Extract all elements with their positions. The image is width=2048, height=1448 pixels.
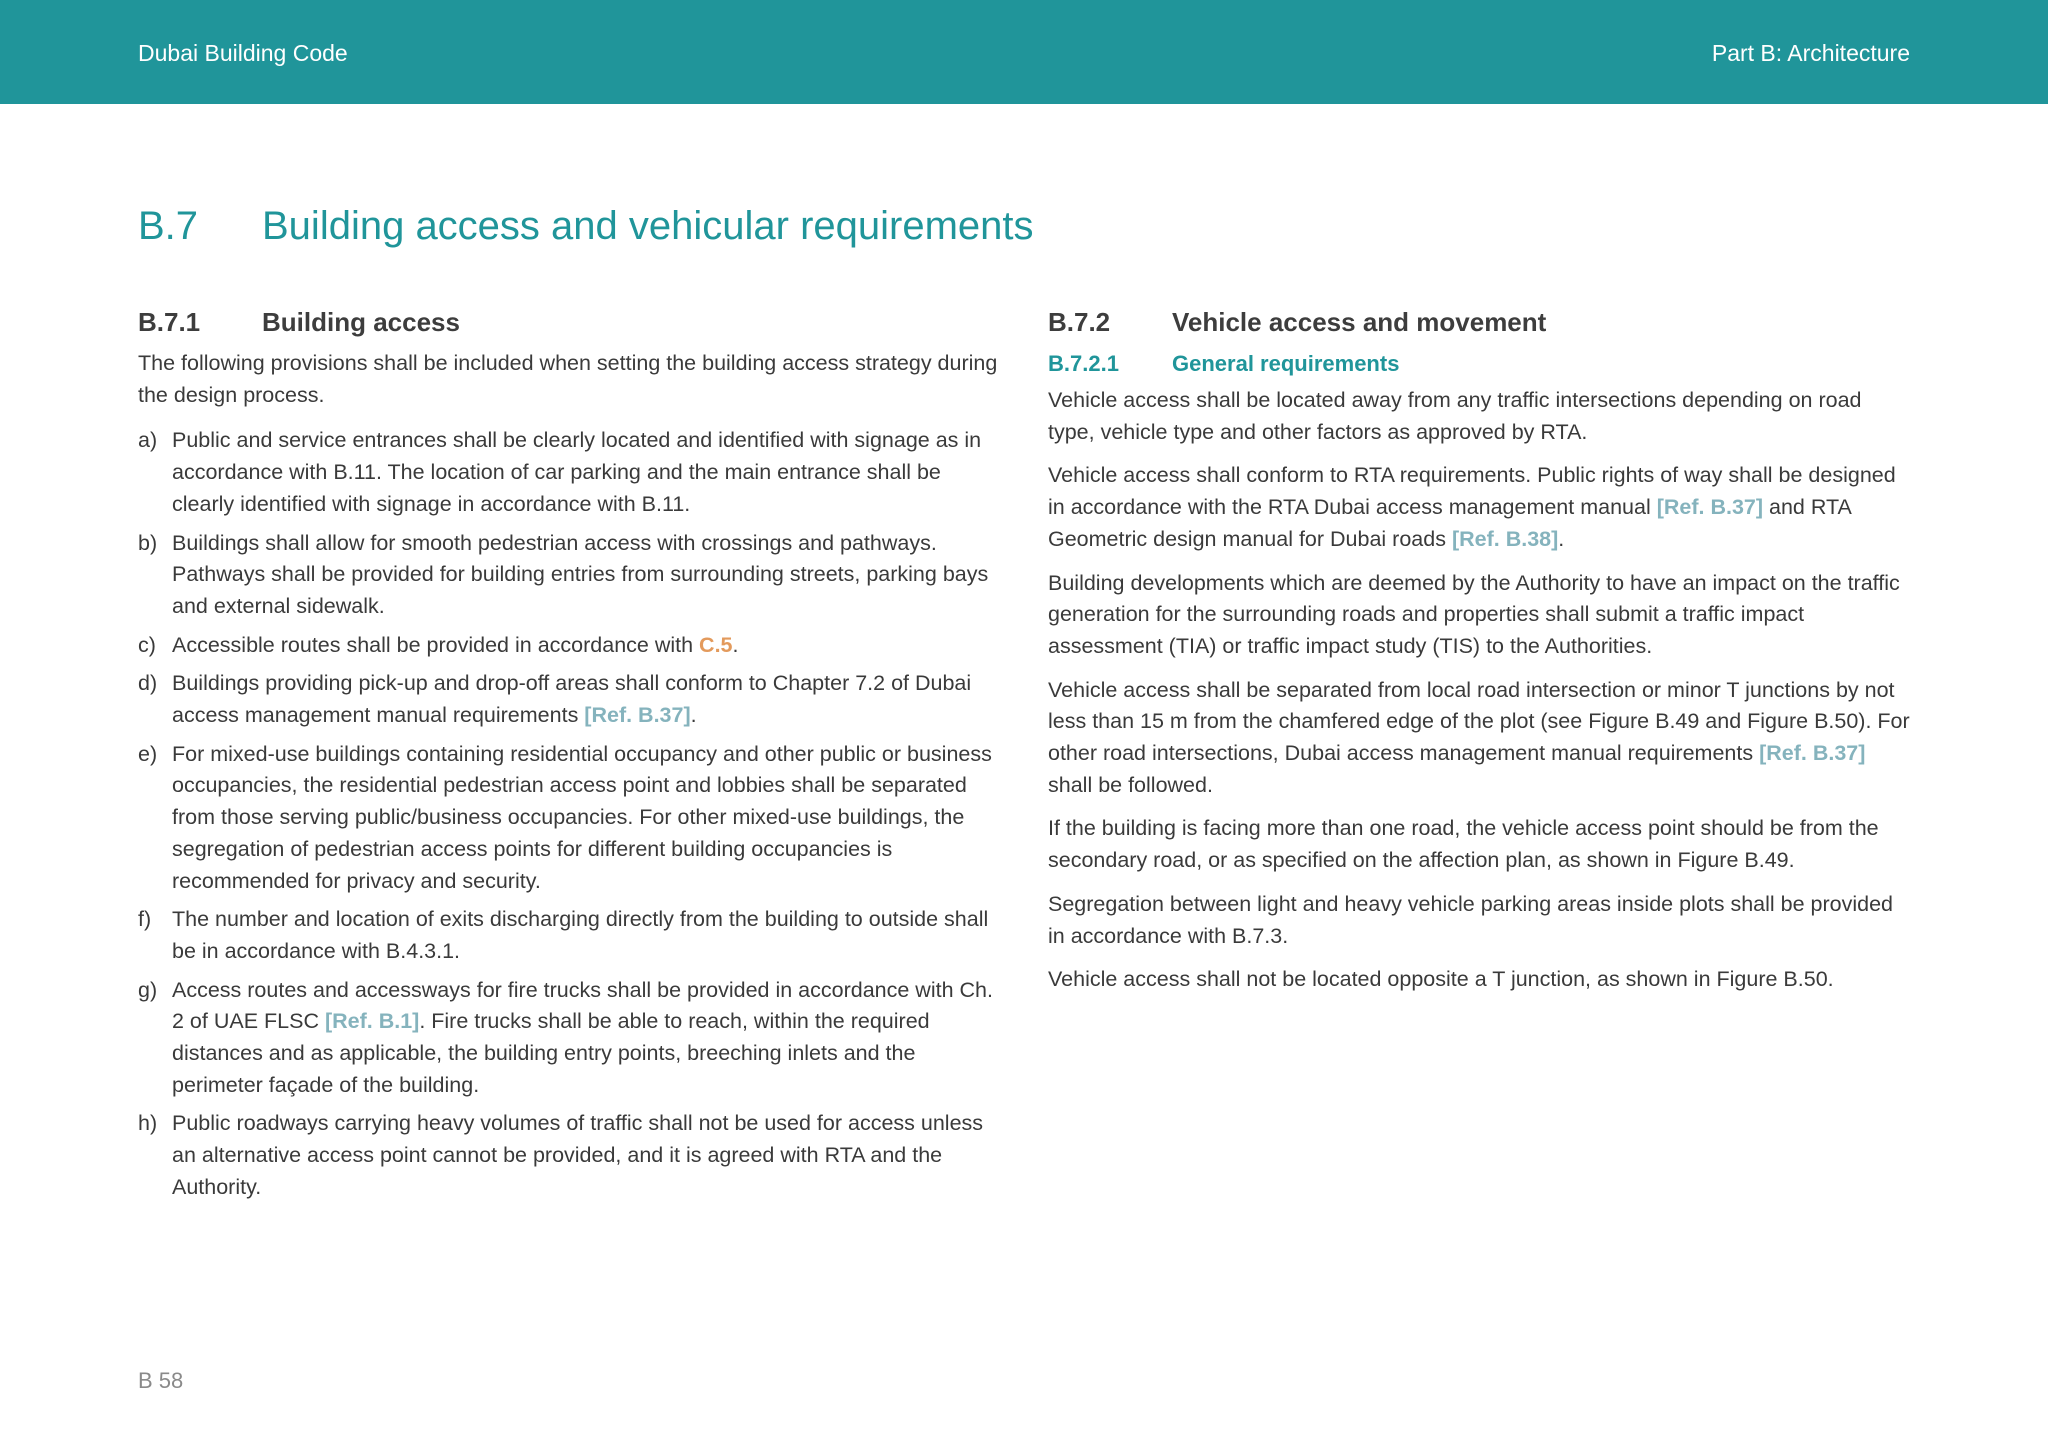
subsection-number: B.7.1	[138, 307, 201, 337]
part-title: Part B: Architecture	[1711, 40, 1910, 66]
subsubsection-heading-general	[1048, 348, 1910, 380]
paragraph-text-end: shall be followed.	[1048, 772, 1213, 797]
reference-link[interactable]: [Ref. B.1]	[324, 1009, 420, 1034]
paragraph	[1048, 889, 1910, 952]
paragraph	[1048, 964, 1910, 996]
subsubsection-number: B.7.2.1	[1048, 351, 1119, 376]
list-item	[138, 904, 1000, 967]
reference-link[interactable]: [Ref. B.37]	[1656, 495, 1764, 520]
list-item	[138, 425, 1000, 520]
list-item-text-end: .	[732, 632, 739, 657]
list-item-text: Buildings shall allow for smooth pedestrian access with crossings and pathways. Pathways shall be provided for building entries from surrounding streets, parking bays and external sidewalk.	[172, 530, 989, 618]
paragraph-text: Vehicle access shall be separated from local road intersection or minor T junctions by not less than 15 m from the chamfered edge of the plot (see Figure B.49 and Figure B.50). For other road intersections, Dubai access management manual requirements	[1048, 677, 1910, 766]
subsection-heading-vehicle-access	[1048, 302, 1910, 342]
left-column	[138, 302, 1000, 1211]
paragraph-text: If the building is facing more than one road, the vehicle access point should be from the secondary road, or as specified on the affection plan, as shown in Figure B.49.	[1048, 816, 1879, 873]
list-marker: d)	[138, 671, 158, 696]
list-item	[138, 739, 1000, 898]
reference-link[interactable]: [Ref. B.37]	[1759, 741, 1866, 766]
list-marker: f)	[138, 907, 152, 932]
paragraph	[1048, 460, 1910, 555]
list-item-text: For mixed-use buildings containing residential occupancy and other public or business occupancies, the residential pedestrian access point and lobbies shall be separated from those serving public/business occupancies. For other mixed-use buildings, the segregation of pedestrian access points for different building occupancies is recommended for privacy and security.	[172, 741, 992, 893]
list-item-text: Accessible routes shall be provided in accordance with	[172, 632, 700, 657]
header-band	[0, 0, 2048, 104]
list-marker: a)	[138, 428, 158, 453]
paragraph-text: Vehicle access shall not be located opposite a T junction, as shown in Figure B.50.	[1048, 967, 1834, 992]
list-item-text-end: .	[690, 703, 697, 728]
list-item	[138, 1108, 1000, 1203]
paragraph	[1048, 385, 1910, 448]
reference-link[interactable]: [Ref. B.38]	[1451, 526, 1559, 551]
section-heading	[138, 196, 1034, 256]
paragraph-text: Segregation between light and heavy vehicle parking areas inside plots shall be provided in accordance with B.7.3.	[1048, 891, 1894, 948]
subsection-title: Building access	[262, 307, 460, 337]
page-number: B 58	[138, 1368, 184, 1393]
subsection-number: B.7.2	[1048, 307, 1111, 337]
subsection-title: Vehicle access and movement	[1172, 307, 1547, 337]
list-item-text: Public and service entrances shall be clearly located and identified with signage as in accordance with B.11. The location of car parking and the main entrance shall be clearly identified with signage in accordance with B.11.	[172, 428, 982, 516]
list-item-text: Buildings providing pick-up and drop-off areas shall conform to Chapter 7.2 of Dubai access management manual requirements	[172, 671, 972, 728]
list-item-text: The number and location of exits discharging directly from the building to outside shall be in accordance with B.4.3.1.	[172, 907, 989, 963]
paragraph	[1048, 675, 1910, 802]
paragraph-text: Building developments which are deemed by the Authority to have an impact on the traffic generation for the surrounding roads and properties shall submit a traffic impact assessment (TIA) or traffic impact study (TIS) to the Authorities.	[1048, 570, 1900, 658]
subsubsection-title: General requirements	[1172, 351, 1400, 376]
paragraph	[1048, 813, 1910, 876]
list-marker: g)	[138, 977, 158, 1002]
list-marker: h)	[138, 1111, 158, 1136]
reference-link[interactable]: [Ref. B.37]	[584, 703, 691, 728]
provision-list	[138, 425, 1000, 1203]
list-item-text: Public roadways carrying heavy volumes of traffic shall not be used for access unless an alternative access point cannot be provided, and it is agreed with RTA and the Authority.	[172, 1111, 984, 1199]
list-item	[138, 975, 1000, 1102]
list-item	[138, 528, 1000, 623]
list-item-text: Access routes and accessways for fire trucks shall be provided in accordance with Ch. 2 of UAE FLSC	[172, 977, 993, 1034]
subsection-heading-building-access	[138, 302, 1000, 342]
list-marker: c)	[138, 632, 156, 657]
intro-paragraph: The following provisions shall be included when setting the building access strategy during the design process.	[138, 351, 998, 407]
list-item-text-end: . Fire trucks shall be able to reach, within the required distances and as applicable, the building entry points, breeching inlets and the perimeter façade of the building.	[172, 1009, 930, 1097]
list-item	[138, 630, 1000, 662]
cross-reference-link[interactable]: C.5	[699, 632, 733, 657]
list-marker: b)	[138, 530, 158, 555]
paragraph-text: Vehicle access shall be located away from any traffic intersections depending on road type, vehicle type and other factors as approved by RTA.	[1048, 388, 1862, 444]
document-title: Dubai Building Code	[138, 40, 348, 66]
section-number: B.7	[138, 204, 199, 248]
paragraph	[1048, 568, 1910, 663]
paragraph-text: Vehicle access shall conform to RTA requirements. Public rights of way shall be designed in accordance with the RTA Dubai access management manual	[1048, 463, 1896, 520]
paragraph-text-mid: and RTA Geometric design manual for Dubai roads	[1048, 495, 1851, 551]
right-column	[1048, 302, 1910, 1008]
list-marker: e)	[138, 741, 158, 766]
paragraph-text-end: .	[1558, 526, 1565, 551]
section-title: Building access and vehicular requirements	[262, 204, 1034, 248]
list-item	[138, 668, 1000, 731]
